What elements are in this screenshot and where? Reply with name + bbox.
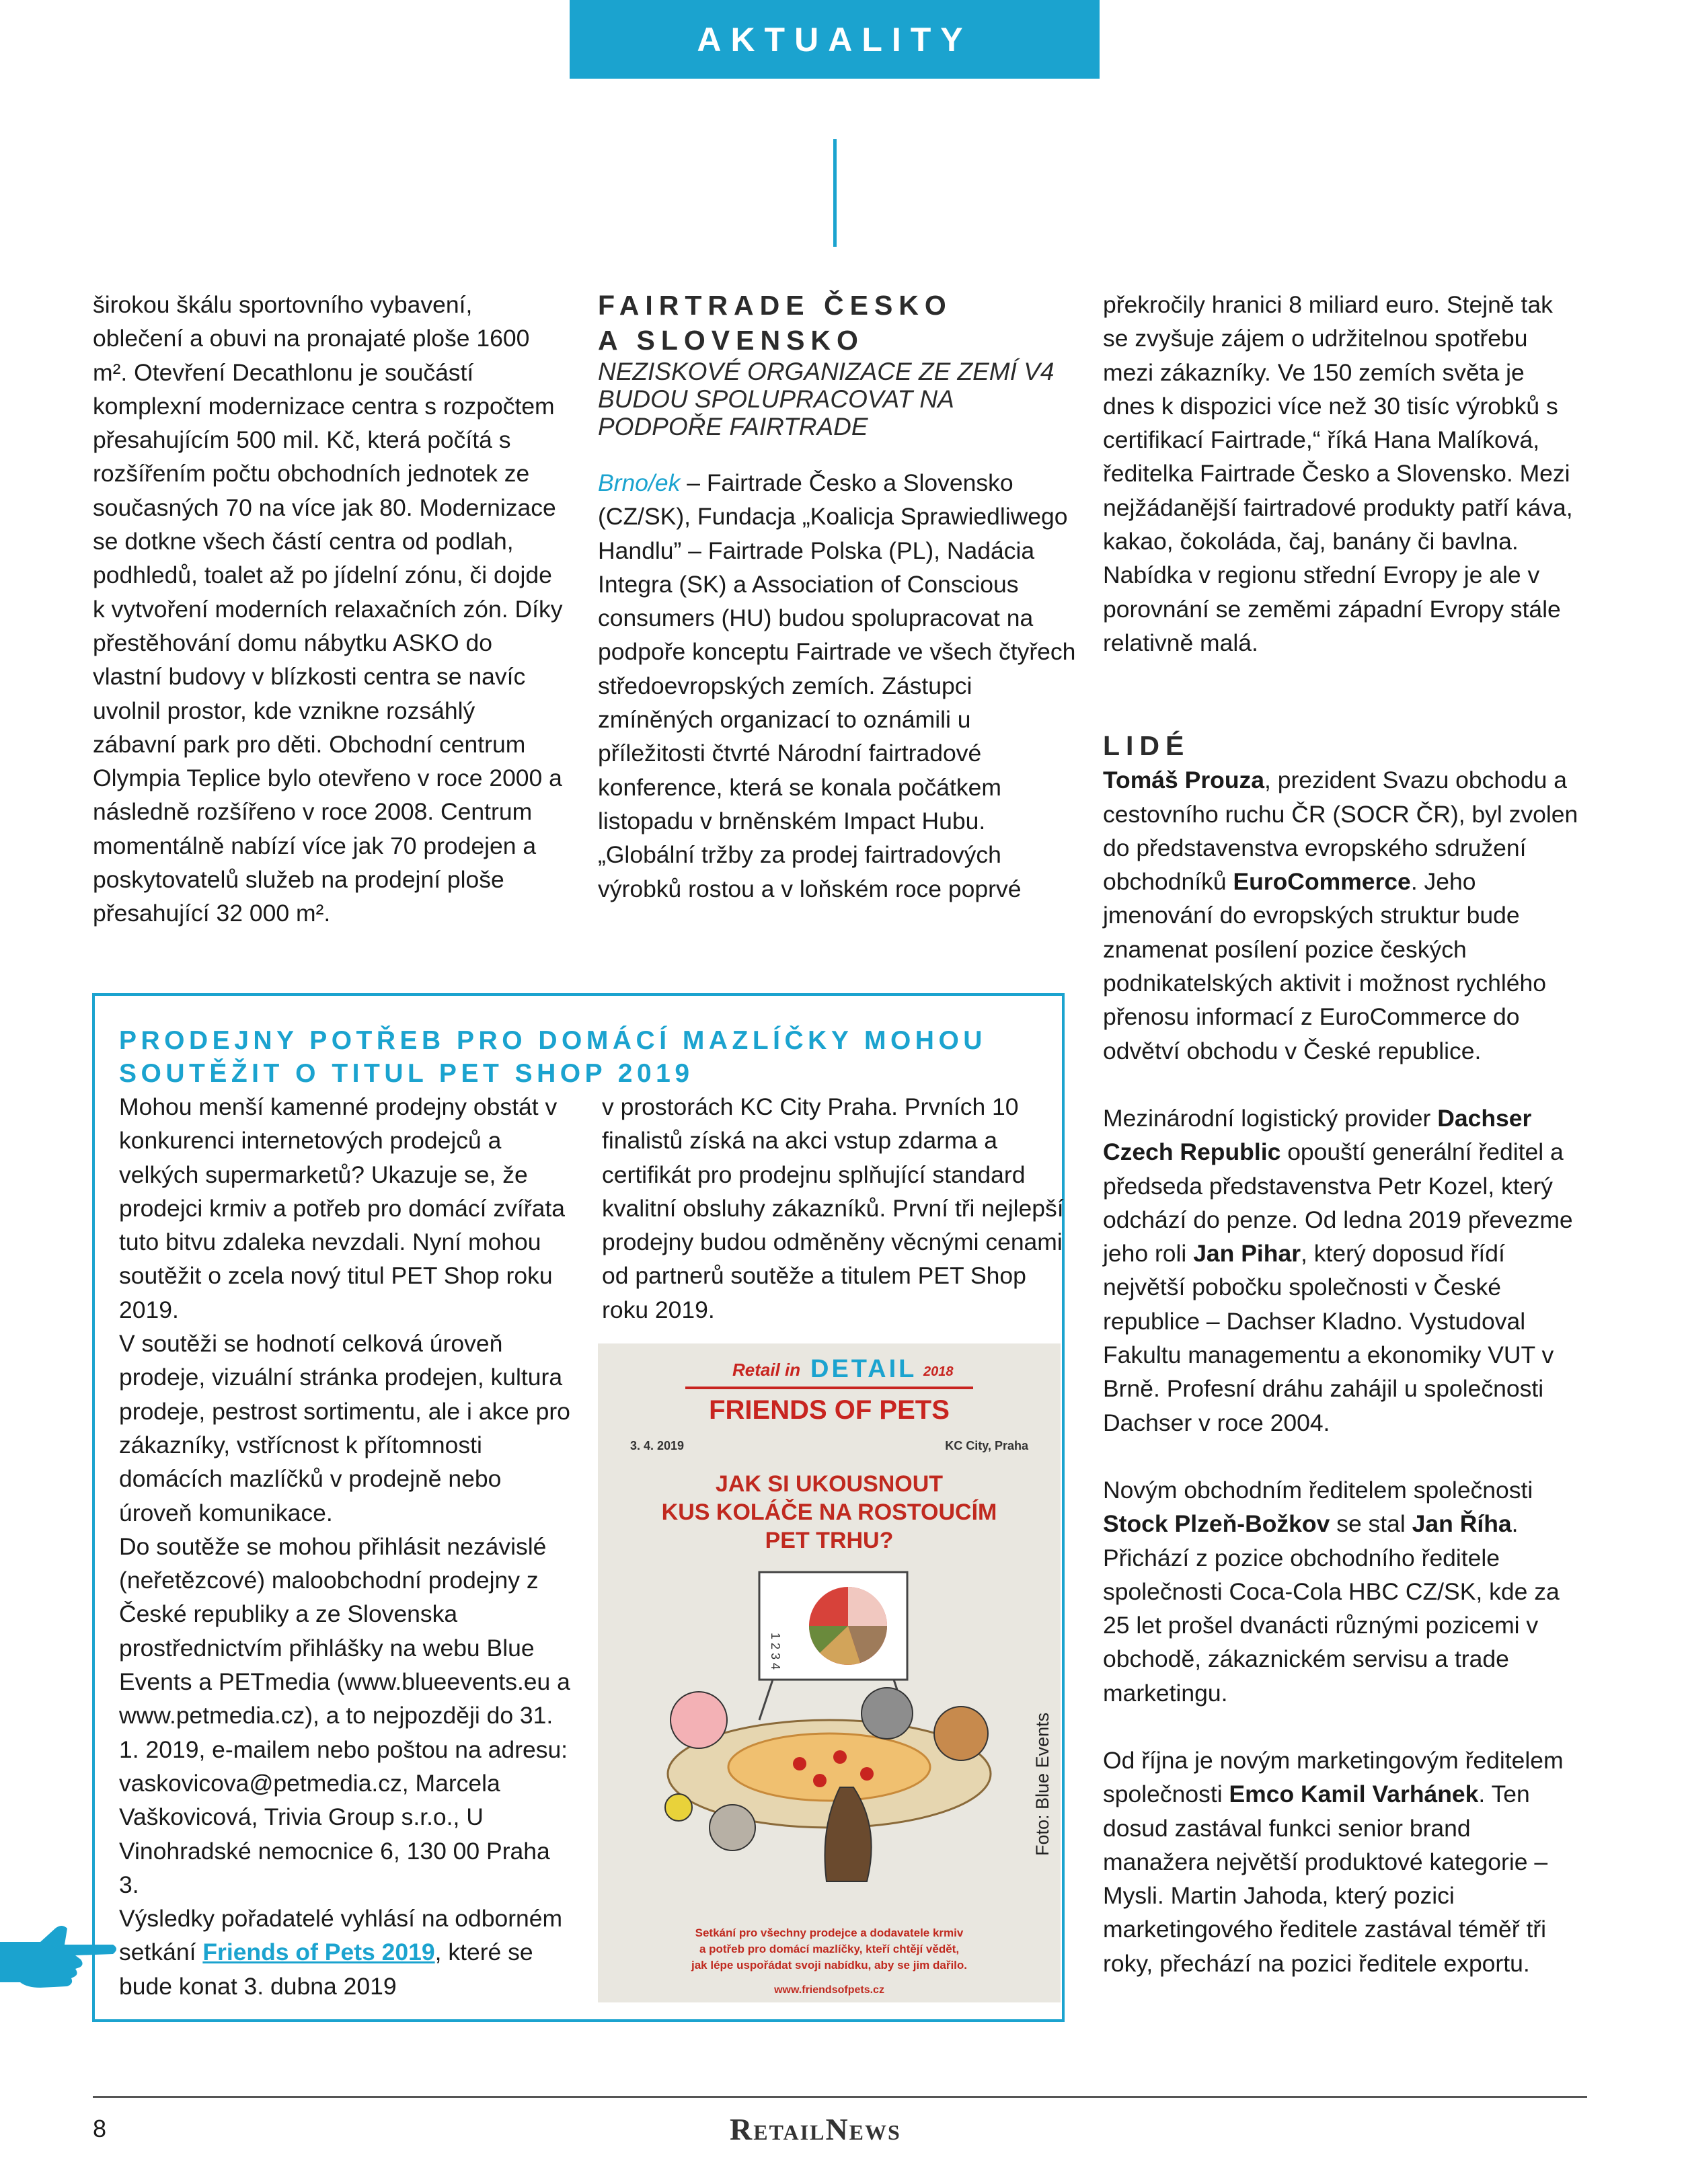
lide-p4-text2: . Ten dosud zastával funkci senior brand manažera největší produktové kategorie – Mysli. Martin Jahoda, který pozici marketingového ředitele zastával téměř tři roky, přechází na pozici ředitele exportu.	[1103, 1781, 1548, 1977]
poster-bottom-1: Setkání pro všechny prodejce a dodavatele krmiv	[695, 1926, 964, 1939]
footer-divider	[93, 2096, 1587, 2098]
petshop-paragraph-3: Do soutěže se mohou přihlásit nezávislé (neřetězcové) maloobchodní prodejny z České republiky a ze Slovenska prostřednictvím přihlášky na webu Blue Events a PETmedia (www.blueevents.eu a www.petmedia.cz), a to nejpozději do 31. 1. 2019, e-mailem nebo poštou na adresu: vaskovicova@petmedia.cz, Marcela Vaškovicová, Trivia Group s.r.o., U Vinohradské nemocnice 6, 130 00 Praha 3.	[119, 1532, 570, 1898]
poster-friends: FRIENDS OF PETS	[709, 1395, 950, 1425]
petshop-p4-text1: Výsledky pořadatelé vyhlásí na odborném setkání	[119, 1905, 563, 1966]
poster-headline-1: JAK SI UKOUSNOUT	[715, 1471, 944, 1497]
poster-year: 2018	[923, 1364, 954, 1379]
poster-headline-2: KUS KOLÁČE NA ROSTOUCÍM	[661, 1499, 997, 1525]
lide-p2-bold2: Jan Pihar	[1193, 1240, 1301, 1268]
lide-paragraph-1	[1103, 763, 1580, 1068]
fairtrade-paragraph-2: „Globální tržby za prodej fairtradových výrobků rostou a v loňském roce poprvé	[598, 841, 1022, 902]
fairtrade-title-line2: A SLOVENSKO	[598, 325, 864, 356]
petshop-paragraph-1: Mohou menší kamenné prodejny obstát v konkurenci internetových prodejců a velkých supermarketů? Ukazuje se, že prodejci krmiv a potřeb pro domácí zvířata tuto bitvu zdaleka nevzdali. Nyní mohou soutěžit o zcela nový titul PET Shop roku 2019.	[119, 1093, 565, 1323]
petshop-column-left	[119, 1090, 576, 2003]
poster-headline-3: PET TRHU?	[765, 1528, 894, 1553]
fairtrade-paragraph-1	[598, 466, 1082, 838]
lide-paragraph-4	[1103, 1744, 1580, 1980]
poster-bottom-3: jak lépe uspořádat svoji nabídku, aby se jim dařilo.	[691, 1959, 968, 1972]
lide-p4-text1: Od října je novým marketingovým ředitelem společnosti	[1103, 1746, 1564, 1808]
lide-p2-bold1: Dachser Czech Republic	[1103, 1104, 1532, 1166]
lide-p3-bold1: Stock Plzeň-Božkov	[1103, 1510, 1330, 1538]
lide-p2-text3: , který doposud řídí největší pobočku společnosti v České republice – Dachser Kladno. Vystudoval Fakultu managementu a ekonomiky VUT v Brně. Profesní dráhu zahájil u společnosti Dachser v roce 2004.	[1103, 1240, 1554, 1436]
lide-p3-text3: . Přichází z pozice obchodního ředitele společnosti Coca-Cola HBC CZ/SK, kde za 25 let prošel dvanácti různými pozicemi v obchodě, zákaznickém servisu a trade marketingu.	[1103, 1510, 1560, 1707]
poster-venue: KC City, Praha	[945, 1439, 1028, 1452]
petshop-column-mid	[602, 1090, 1073, 1327]
lide-p3-bold2: Jan Říha	[1412, 1510, 1512, 1538]
petshop-title: PRODEJNY POTŘEB PRO DOMÁCÍ MAZLÍČKY MOHOU SOUTĚŽIT O TITUL PET SHOP 2019	[119, 1026, 987, 1088]
poster-bottom-2: a potřeb pro domácí mazlíčky, kteří chtějí vědět,	[699, 1943, 960, 1955]
lide-p1-text2: . Jeho jmenování do evropských struktur bude znamenat posílení pozice českých podnikatelských aktivit i možnost rychlého přenosu informací z EuroCommerce do odvětví obchodu v České republice.	[1103, 868, 1547, 1064]
retailnews-logo: RetailNews	[730, 2112, 901, 2146]
lide-p2-text2: opouští generální ředitel a předseda představenstva Petr Kozel, který odchází do penze. Od ledna 2019 převezme jeho roli	[1103, 1138, 1573, 1268]
poster-retail-in: Retail in	[732, 1360, 801, 1380]
lide-p2-text1: Mezinárodní logistický provider	[1103, 1104, 1438, 1132]
fairtrade-para1-text: – Fairtrade Česko a Slovensko (CZ/SK), Fundacja „Koalicja Sprawiedliwego Handlu” – Fairtrade Polska (PL), Nadácia Integra (SK) a Association of Conscious consumers (HU) budou spolupracovat na podpoře konceptu Fairtrade ve všech čtyřech středoevropských zemích. Zástupci zmíněných organizací to oznámili u příležitosti čtvrté Národní fairtradové konference, která se konala počátkem listopadu v brněnském Impact Hubu.	[598, 469, 1076, 834]
poster-cat	[862, 1688, 913, 1739]
lide-p3-text2: se stal	[1330, 1510, 1412, 1538]
fairtrade-dateline: Brno/ek	[598, 469, 681, 496]
lide-p4-bold1: Emco Kamil Varhánek	[1229, 1781, 1479, 1808]
lide-p1-name: Tomáš Prouza	[1103, 767, 1265, 794]
friends-of-pets-poster	[598, 1343, 1061, 2002]
fairtrade-article	[598, 288, 1082, 906]
section-header: AKTUALITY	[570, 0, 1100, 79]
page-number: 8	[93, 2115, 107, 2142]
poster-date: 3. 4. 2019	[630, 1439, 685, 1452]
poster-rule	[685, 1387, 973, 1389]
poster-dog	[934, 1707, 988, 1760]
petshop-paragraph-5: v prostorách KC City Praha. Prvních 10 finalistů získá na akci vstup zdarma a certifikát pro prodejnu splňující standard kvalitní obsluhy zákazníků. První tři nejlepší prodejny budou odměněny věcnými cenami od partnerů soutěže a titulem PET Shop roku 2019.	[602, 1093, 1064, 1323]
petshop-p4-text2: , které se bude konat 3. dubna 2019	[119, 1939, 533, 2000]
lide-paragraph-2	[1103, 1101, 1580, 1440]
pointing-hand-icon	[0, 1922, 120, 1994]
poster-pizza	[728, 1733, 930, 1801]
poster-pig	[671, 1692, 727, 1748]
fairtrade-paragraph-3: překročily hranici 8 miliard euro. Stejně tak se zvyšuje zájem o udržitelnou spotřebu mezi zákazníky. Ve 150 zemích světa je dnes k dispozici více než 30 tisíc výrobků s certifikací Fairtrade,“ říká Hana Malíková, ředitelka Fairtrade Česko a Slovensko. Mezi nejžádanější fairtradové produkty patří káva, kakao, čokoláda, čaj, banány či bavlna. Nabídka v regionu střední Evropy je ale v porovnání se zeměmi západní Evropy stále relativně malá.	[1103, 291, 1573, 656]
poster-detail: DETAIL	[810, 1355, 917, 1383]
fairtrade-title	[598, 288, 1082, 358]
poster-rabbit	[710, 1805, 755, 1850]
photo-credit: Foto: Blue Events	[1032, 1712, 1052, 1856]
left-column	[93, 288, 564, 931]
vertical-divider	[833, 139, 837, 247]
fairtrade-subtitle: NEZISKOVÉ ORGANIZACE ZE ZEMÍ V4 BUDOU SPOLUPRACOVAT NA PODPOŘE FAIRTRADE	[598, 358, 1055, 440]
petshop-paragraph-4	[119, 1902, 576, 2003]
poster-parrot	[665, 1794, 692, 1821]
friends-of-pets-link[interactable]: Friends of Pets 2019	[202, 1939, 435, 1966]
lide-title: LIDÉ	[1103, 730, 1190, 762]
lide-p3-text1: Novým obchodním ředitelem společnosti	[1103, 1476, 1533, 1504]
lide-paragraph-3	[1103, 1473, 1580, 1710]
petshop-paragraph-2: V soutěži se hodnotí celková úroveň prodeje, vizuální stránka prodejen, kultura prodeje, pestrost sortimentu, ale i akce pro zákazníky, vstřícnost k přítomnosti domácích mazlíčků v prodejně nebo úroveň komunikace.	[119, 1330, 570, 1526]
poster-board-numbers: 1 2 3 4	[769, 1633, 782, 1670]
right-column	[1103, 288, 1580, 1980]
lide-p1-bold2: EuroCommerce	[1233, 868, 1411, 896]
poster-url: www.friendsofpets.cz	[774, 1984, 884, 1996]
left-column-text: širokou škálu sportovního vybavení, oblečení a obuvi na pronajaté ploše 1600 m². Otevření Decathlonu je součástí komplexní modernizace centra s rozpočtem přesahujícím 500 mil. Kč, která počítá s rozšířením počtu obchodních jednotek ze současných 70 na více jak 80. Modernizace se dotkne všech částí centra od podlah, podhledů, toalet až po jídelní zónu, či dojde k vytvoření moderních relaxačních zón. Díky přestěhování domu nábytku ASKO do vlastní budovy v blízkosti centra se navíc uvolnil prostor, kde vznikne rozsáhlý zábavní park pro děti. Obchodní centrum Olympia Teplice bylo otevřeno v roce 2000 a následně rozšířeno v roce 2008. Centrum momentálně nabízí více jak 70 prodejen a poskytovatelů služeb na prodejní ploše přesahující 32 000 m².	[93, 291, 563, 927]
lide-p1-text1: , prezident Svazu obchodu a cestovního ruchu ČR (SOCR ČR), byl zvolen do představenstva evropského sdružení obchodníků	[1103, 767, 1578, 896]
fairtrade-title-line1: FAIRTRADE ČESKO	[598, 290, 952, 321]
